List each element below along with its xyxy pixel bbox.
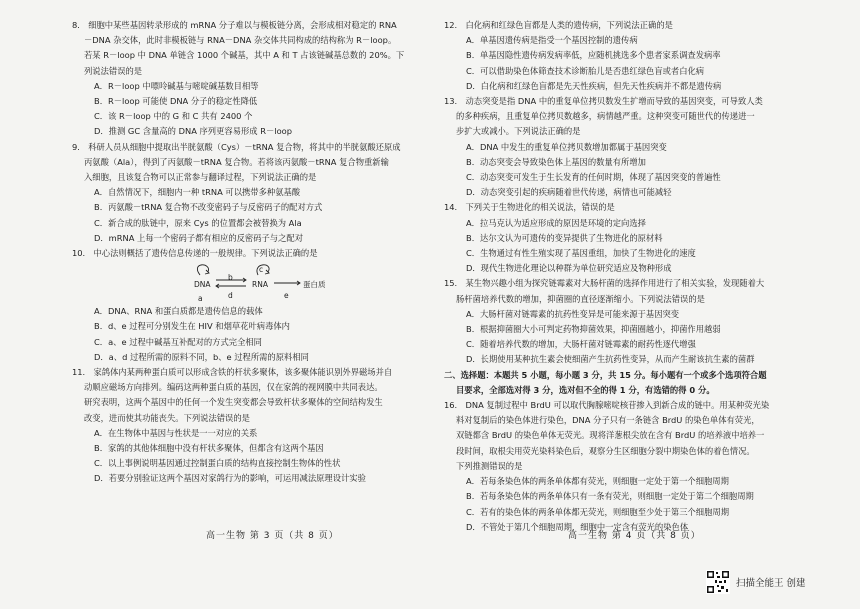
section-heading-line: 目要求，全部选对得 3 分，选对但不全的得 1 分，有选错的得 0 分。 <box>456 384 715 395</box>
option-a: A．单基因遗传病是指受一个基因控制的遗传病 <box>466 35 638 46</box>
question-14 <box>444 200 800 276</box>
section-two-heading <box>444 368 800 398</box>
option-c: C．新合成的肽链中，原来 Cys 的位置都会被替换为 Ala <box>94 217 302 228</box>
option-a: A．DNA、RNA 和蛋白质都是遗传信息的载体 <box>94 306 263 317</box>
central-dogma-diagram <box>182 262 342 302</box>
option-c: C．随着培养代数的增加，大肠杆菌对链霉素的耐药性逐代增强 <box>466 339 696 350</box>
option-a: A．DNA 中发生的重复单位拷贝数增加都属于基因突变 <box>466 141 667 152</box>
question-stem-line: 下列推测错误的是 <box>456 460 523 471</box>
question-stem-line: 8. 细胞中某些基因转录形成的 mRNA 分子难以与模板链分离，会形成相对稳定的 RNA <box>72 20 397 30</box>
option-b: B．单基因隐性遗传病发病率低，应随机挑选多个患者家系调查发病率 <box>466 50 721 61</box>
diagram-label-d: d <box>228 291 233 301</box>
option-b: B．家鸽的其他体细胞中没有杆状多聚体，但都含有这两个基因 <box>94 443 324 454</box>
question-13 <box>444 94 800 200</box>
question-stem-line: 研究表明，这两个基因中的任何一个发生突变都会导致杆状多聚体的空间结构发生 <box>84 397 383 408</box>
option-b: B．R－loop 可能使 DNA 分子的稳定性降低 <box>94 96 258 107</box>
option-c: C．以上事例说明基因通过控制蛋白质的结构直接控制生物体的性状 <box>94 458 341 469</box>
question-stem-line: 步扩大或减小。下列说法正确的是 <box>456 126 581 137</box>
page-footer-left: 高一生物 第 3 页（共 8 页） <box>206 531 339 541</box>
option-d: D．推测 GC 含量高的 DNA 序列更容易形成 R－loop <box>94 126 293 137</box>
option-c: C．该 R－loop 中的 G 和 C 共有 2400 个 <box>94 111 253 122</box>
option-d: D．a、d 过程所需的原料不同，b、e 过程所需的原料相同 <box>94 351 309 362</box>
question-stem-line: 列说法错误的是 <box>84 65 143 76</box>
option-b: B．d、e 过程可分别发生在 HIV 和烟草花叶病毒体内 <box>94 321 290 332</box>
diagram-label-a: a <box>198 294 203 304</box>
question-8 <box>72 18 420 140</box>
option-d: D．现代生物进化理论以种群为单位研究适应及物种形成 <box>466 263 672 274</box>
option-c: C．可以借助染色体筛查技术诊断胎儿是否患红绿色盲或者白化病 <box>466 65 705 76</box>
option-b: B．根据抑菌圈大小可判定药物抑菌效果，抑菌圈越小，抑菌作用越弱 <box>466 324 721 335</box>
left-page-content <box>72 18 420 487</box>
diagram-label-c: c <box>259 265 264 275</box>
question-stem-line: 15. 某生物兴趣小组为探究链霉素对大肠杆菌的选择作用进行了相关实验，发现随着大 <box>444 278 765 289</box>
option-a: A．若每条染色体的两条单体都有荧光，则细胞一定处于第一个细胞周期 <box>466 476 729 487</box>
diagram-label-b: b <box>228 273 233 283</box>
question-stem-line: 肠杆菌培养代数的增加，抑菌圈的直径逐渐缩小。下列说法错误的是 <box>456 293 705 304</box>
option-a: A．拉马克认为适应形成的原因是环境的定向选择 <box>466 217 646 228</box>
option-a: A．大肠杆菌对链霉素的抗药性变异是可能来源于基因突变 <box>466 308 680 319</box>
page-footer-right: 高一生物 第 4 页（共 8 页） <box>568 531 701 541</box>
question-15 <box>444 276 800 367</box>
question-stem-line: 段时间，取根尖用荧光染料染色后，观察分生区细胞分裂中期染色体的着色情况。 <box>456 445 755 456</box>
question-stem-line: 10. 中心法则概括了遗传信息传递的一般规律。下列说法正确的是 <box>72 248 318 259</box>
option-c: C．生物通过有性生殖实现了基因重组，加快了生物进化的速度 <box>466 248 696 259</box>
diagram-protein-label: 蛋白质 <box>303 280 326 290</box>
scanner-watermark: 扫描全能王 创建 <box>736 578 806 589</box>
option-b: B．达尔文认为可遗传的变异提供了生物进化的原材料 <box>466 232 663 243</box>
option-a: A．在生物体中基因与性状是一一对应的关系 <box>94 427 258 438</box>
question-stem-line: 16. DNA 复制过程中 BrdU 可以取代胸腺嘧啶核苷掺入到新合成的链中。用某种荧光染 <box>444 400 770 411</box>
question-stem-line: 的多种疾病，且重复单位拷贝数越多，病情越严重。这种突变可随世代的传递进一 <box>456 111 755 122</box>
question-stem-line: 12. 白化病和红绿色盲都是人类的遗传病，下列说法正确的是 <box>444 20 673 30</box>
question-10 <box>72 246 420 365</box>
section-heading-line: 二、选择题：本题共 5 小题，每小题 3 分，共 15 分。每小题有一个或多个选项符合题 <box>444 369 767 380</box>
question-11 <box>72 365 420 487</box>
question-stem-line: 13. 动态突变是指 DNA 中的重复单位拷贝数发生扩增而导致的基因突变，可导致人类 <box>444 96 763 107</box>
diagram-rna-label: RNA <box>252 280 268 290</box>
option-d: D．若要分别验证这两个基因对家鸽行为的影响，可运用减法原理设计实验 <box>94 473 366 484</box>
qr-code-icon <box>706 570 730 594</box>
diagram-dna-label: DNA <box>194 280 211 290</box>
question-stem-line: 14. 下列关于生物进化的相关说法，错误的是 <box>444 202 615 213</box>
option-c: C．动态突变可发生于生长发育的任何时期，体现了基因突变的普遍性 <box>466 172 721 183</box>
diagram-label-e: e <box>284 291 289 301</box>
question-stem-line: 9. 科研人员从细胞中提取出半胱氨酸（Cys）－tRNA 复合物，将其中的半胱氨酸还原成 <box>72 141 401 152</box>
question-stem-line: －DNA 杂交体，此时非模板链与 RNA－DNA 杂交体共同构成的结构称为 R－loop。 <box>84 35 397 46</box>
option-c: C．若有的染色体的两条单体都无荧光，则细胞至少处于第三个细胞周期 <box>466 506 729 517</box>
option-d: D．动态突变引起的疾病随着世代传递，病情也可能减轻 <box>466 187 672 198</box>
option-b: B．丙氨酸－tRNA 复合物不改变密码子与反密码子的配对方式 <box>94 202 323 213</box>
question-stem-line: 11. 家鸽体内某两种蛋白质可以形成含铁的杆状多聚体，该多聚体能识别外界磁场并自 <box>72 367 393 378</box>
option-c: C．a、e 过程中碱基互补配对的方式完全相同 <box>94 336 262 347</box>
right-page-content <box>444 18 800 535</box>
option-a: A．R－loop 中嘌呤碱基与嘧啶碱基数目相等 <box>94 80 259 91</box>
question-stem-line: 入细胞，且该复合物可以正常参与翻译过程，下列说法正确的是 <box>84 172 317 183</box>
question-stem-line: 动顺应磁场方向排列。编码这两种蛋白质的基因，仅在家鸽的视网膜中共同表达。 <box>84 382 383 393</box>
question-16 <box>444 398 800 535</box>
question-stem-line: 丙氨酸（Ala），得到了丙氨酸－tRNA 复合物。若将该丙氨酸－tRNA 复合物重新输 <box>84 156 389 167</box>
option-b: B．若每条染色体的两条单体只有一条有荧光，则细胞一定处于第二个细胞周期 <box>466 491 754 502</box>
option-d: D．mRNA 上每一个密码子都有相应的反密码子与之配对 <box>94 232 303 243</box>
question-12 <box>444 18 800 94</box>
option-b: B．动态突变会导致染色体上基因的数量有所增加 <box>466 156 646 167</box>
question-stem-line: 改变，进而使其功能丧失。下列说法错误的是 <box>84 412 250 423</box>
option-d: D．长期使用某种抗生素会使细菌产生抗药性变异，从而产生耐该抗生素的菌群 <box>466 354 755 365</box>
question-9 <box>72 140 420 246</box>
question-stem-line: 双链都含 BrdU 的染色单体无荧光。现将洋葱根尖放在含有 BrdU 的培养液中培养一 <box>456 430 765 441</box>
question-stem-line: 料对复制后的染色体进行染色，DNA 分子只有一条链含 BrdU 的染色单体有荧光， <box>456 415 760 426</box>
option-d: D．白化病和红绿色盲都是先天性疾病，但先天性疾病并不都是遗传病 <box>466 80 722 91</box>
option-a: A．自然情况下，细胞内一种 tRNA 可以携带多种氨基酸 <box>94 187 301 198</box>
option-d: D．不管处于第几个细胞周期，细胞中一定含有荧光的染色体 <box>466 521 689 532</box>
question-stem-line: 若某 R－loop 中 DNA 单链含 1000 个碱基，其中 A 和 T 占该链碱基总数的 20%。下 <box>84 50 405 61</box>
